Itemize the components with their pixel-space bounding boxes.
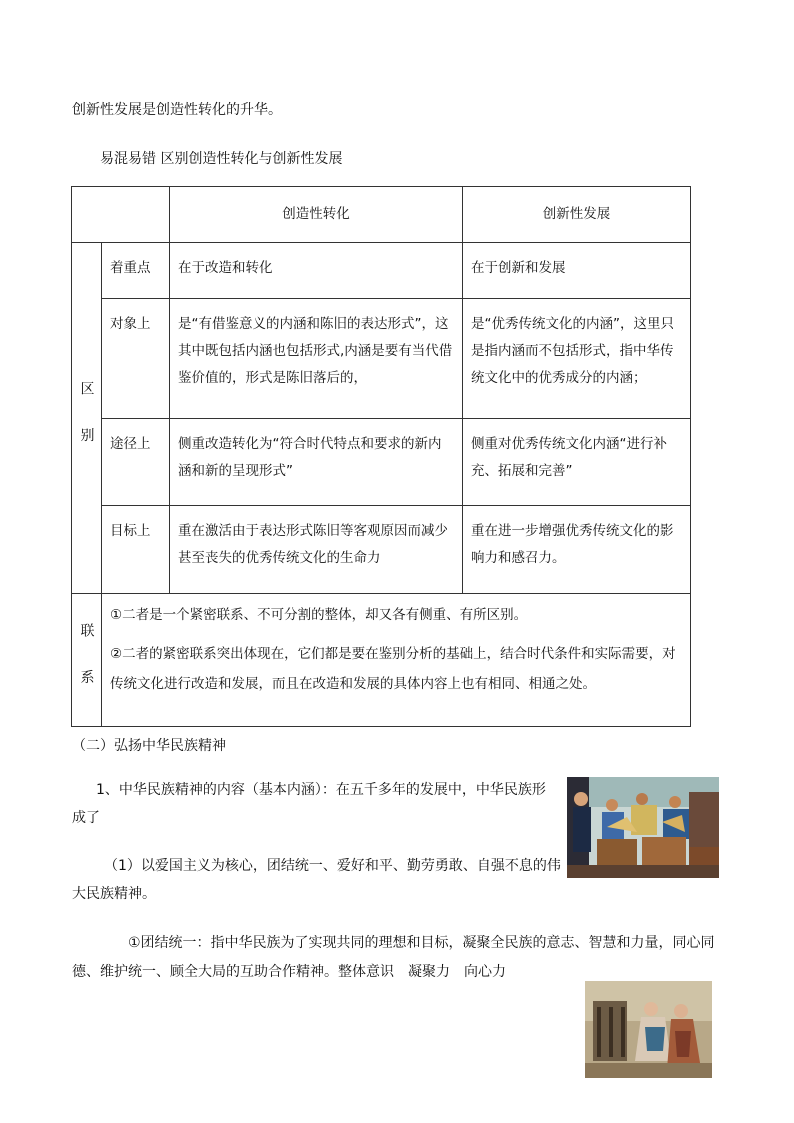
para3-line2: 德、维护统一、顾全大局的互助合作精神。整体意识 凝聚力 向心力 <box>72 964 506 980</box>
row-label: 对象上 <box>102 299 170 419</box>
row-col2: 在于创新和发展 <box>463 243 691 299</box>
table-row <box>72 419 691 506</box>
row-col1: 是“有借鉴意义的内涵和陈旧的表达形式”，这其中既包括内涵也包括形式,内涵是要有当代借鉴价值的，形式是陈旧落后的， <box>170 299 463 419</box>
illustration-workers-painting <box>567 777 719 878</box>
table-row <box>72 243 691 299</box>
intro-line: 创新性发展是创造性转化的升华。 <box>72 102 282 118</box>
para2-line2: 大民族精神。 <box>72 886 156 902</box>
link-item-2: ②二者的紧密联系突出体现在，它们都是要在鉴别分析的基础上，结合时代条件和实际需要，对传统文化进行改造和发展，而且在改造和发展的具体内容上也有相同、相通之处。 <box>110 646 676 692</box>
row-col2: 重在进一步增强优秀传统文化的影响力和感召力。 <box>463 506 691 594</box>
row-col1: 重在激活由于表达形式陈旧等客观原因而减少甚至丧失的优秀传统文化的生命力 <box>170 506 463 594</box>
row-col2: 侧重对优秀传统文化内涵“进行补充、拓展和完善” <box>463 419 691 506</box>
table-row <box>72 299 691 419</box>
header-empty-cell <box>72 187 170 243</box>
group-label-link: 联 系 <box>72 594 102 727</box>
link-content <box>102 594 691 727</box>
row-label: 途径上 <box>102 419 170 506</box>
link-item-1: ①二者是一个紧密联系、不可分割的整体，却又各有侧重、有所区别。 <box>110 607 528 623</box>
group-label-difference: 区 别 <box>72 243 102 594</box>
row-col1: 侧重改造转化为“符合时代特点和要求的新内涵和新的呈现形式” <box>170 419 463 506</box>
header-col2: 创新性发展 <box>463 187 691 243</box>
row-col1: 在于改造和转化 <box>170 243 463 299</box>
para3-line1: ①团结统一：指中华民族为了实现共同的理想和目标，凝聚全民族的意志、智慧和力量，同心同 <box>128 935 715 951</box>
illustration-figures-painting <box>585 981 712 1078</box>
table-row <box>72 506 691 594</box>
comparison-table <box>71 186 691 727</box>
row-col2: 是“优秀传统文化的内涵”，这里只是指内涵而不包括形式，指中华传统文化中的优秀成分的内涵； <box>463 299 691 419</box>
header-col1: 创造性转化 <box>170 187 463 243</box>
tip-heading: 易混易错 区别创造性转化与创新性发展 <box>100 151 343 167</box>
row-label: 目标上 <box>102 506 170 594</box>
para1-line2: 成了 <box>72 810 100 826</box>
table-link-row <box>72 594 691 727</box>
para2-line1: （1）以爱国主义为核心，团结统一、爱好和平、勤劳勇敢、自强不息的伟 <box>104 858 561 874</box>
row-label: 着重点 <box>102 243 170 299</box>
table-header-row <box>72 187 691 243</box>
para1-line1: 1、中华民族精神的内容（基本内涵）：在五千多年的发展中，中华民族形 <box>96 782 546 798</box>
section-title: （二）弘扬中华民族精神 <box>72 738 226 754</box>
